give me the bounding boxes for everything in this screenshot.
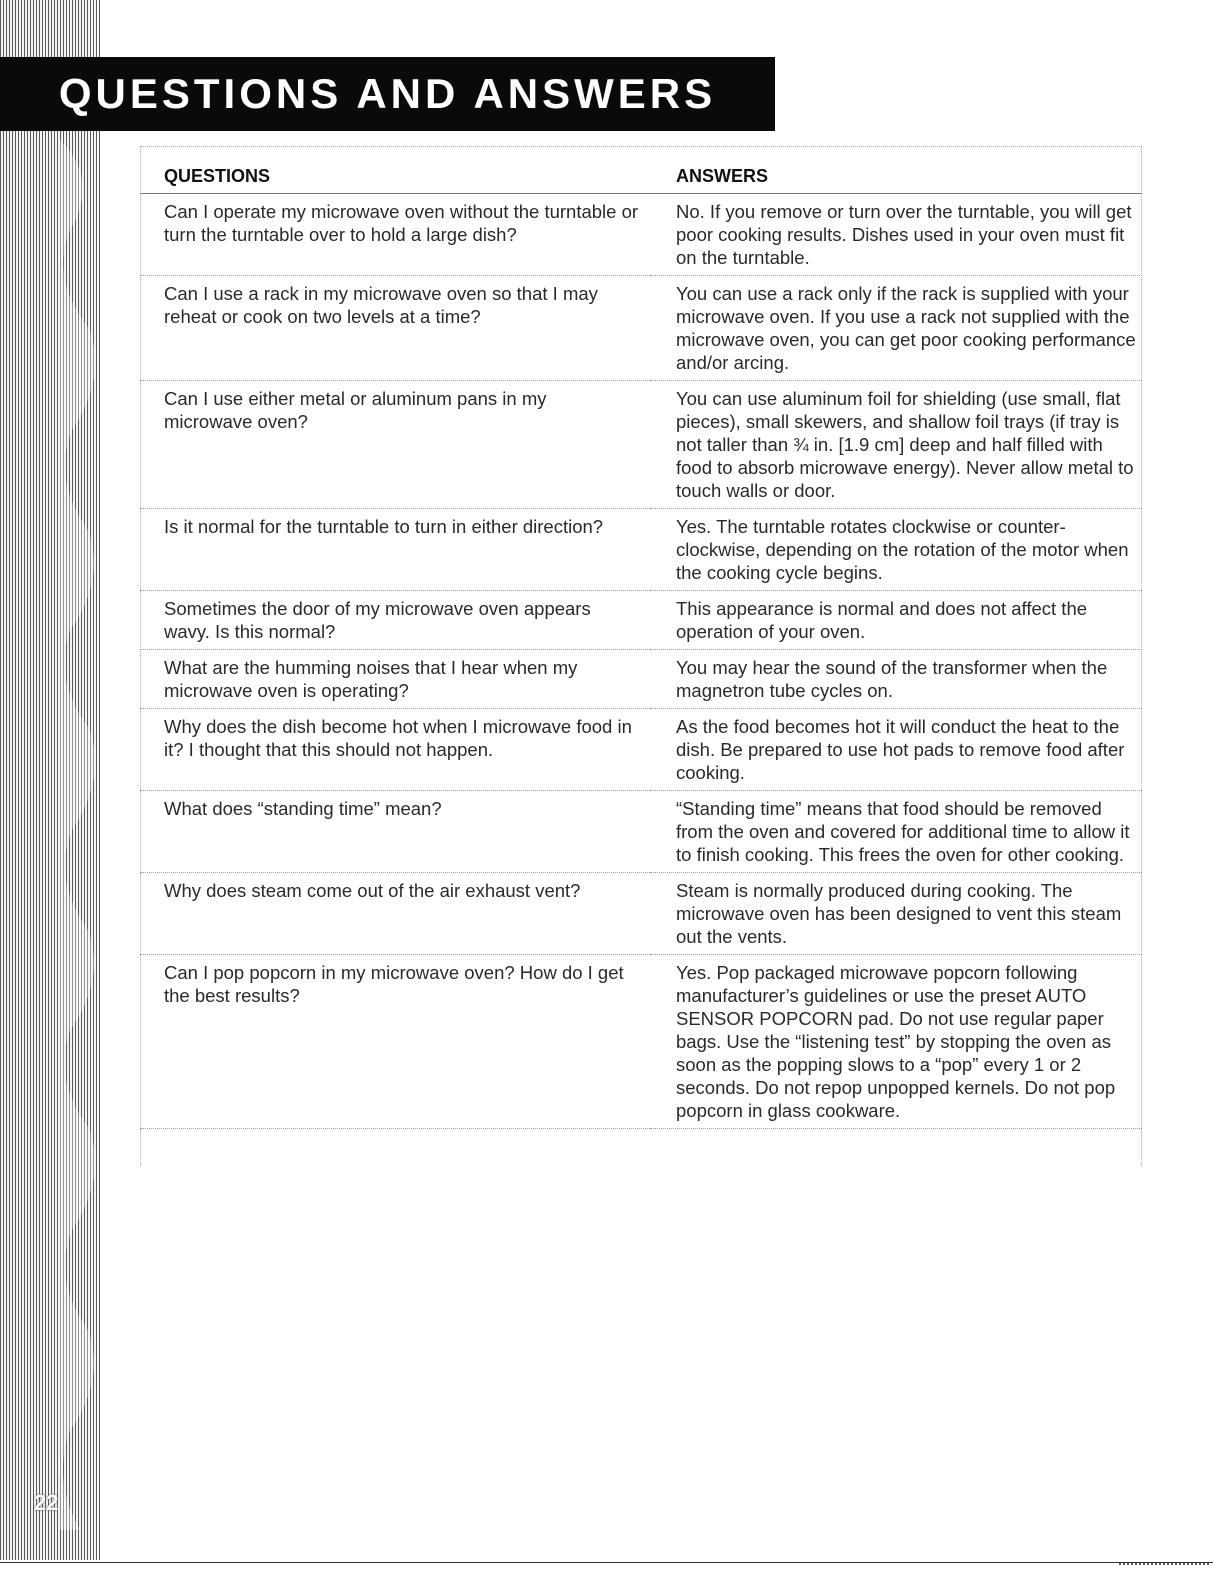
answer-cell: No. If you remove or turn over the turntable, you will get poor cooking results. Dishes used in your oven must fit on the turntable.: [650, 194, 1142, 276]
printer-mark: [1119, 1563, 1209, 1571]
decorative-wave-edge: [60, 140, 106, 1530]
table-row: [140, 791, 1142, 873]
question-cell: Can I use either metal or aluminum pans in my microwave oven?: [140, 381, 650, 509]
answer-cell: You can use aluminum foil for shielding (use small, flat pieces), small skewers, and shallow foil trays (if tray is not taller than ¾ in. [1.9 cm] deep and half filled with food to absorb microwave energy). Never allow metal to touch walls or door.: [650, 381, 1142, 509]
answer-cell: You may hear the sound of the transformer when the magnetron tube cycles on.: [650, 650, 1142, 709]
answer-cell: Steam is normally produced during cooking. The microwave oven has been designed to vent this steam out the vents.: [650, 873, 1142, 955]
page-number: 22: [34, 1490, 59, 1515]
table-row: [140, 591, 1142, 650]
table-row: [140, 276, 1142, 381]
answer-cell: You can use a rack only if the rack is supplied with your microwave oven. If you use a rack not supplied with the microwave oven, you can get poor cooking performance and/or arcing.: [650, 276, 1142, 381]
page-bottom-rule: [0, 1562, 1213, 1563]
qa-table: [140, 148, 1142, 1129]
page-title: QUESTIONS AND ANSWERS: [58, 70, 717, 117]
answer-cell: “Standing time” means that food should be removed from the oven and covered for additional time to allow it to finish cooking. This frees the oven for other cooking.: [650, 791, 1142, 873]
answer-cell: Yes. The turntable rotates clockwise or counter-clockwise, depending on the rotation of the motor when the cooking cycle begins.: [650, 509, 1142, 591]
answer-cell: As the food becomes hot it will conduct the heat to the dish. Be prepared to use hot pads to remove food after cooking.: [650, 709, 1142, 791]
question-cell: Sometimes the door of my microwave oven appears wavy. Is this normal?: [140, 591, 650, 650]
table-frame-top: [140, 146, 1142, 147]
table-row: [140, 873, 1142, 955]
questions-header: QUESTIONS: [140, 148, 650, 194]
answer-cell: Yes. Pop packaged microwave popcorn following manufacturer’s guidelines or use the preset AUTO SENSOR POPCORN pad. Do not use regular paper bags. Use the “listening test” by stopping the oven as soon as the popping slows to a “pop” every 1 or 2 seconds. Do not repop unpopped kernels. Do not pop popcorn in glass cookware.: [650, 955, 1142, 1129]
question-cell: Can I pop popcorn in my microwave oven? How do I get the best results?: [140, 955, 650, 1129]
question-cell: Can I use a rack in my microwave oven so that I may reheat or cook on two levels at a time?: [140, 276, 650, 381]
table-row: [140, 650, 1142, 709]
question-cell: Is it normal for the turntable to turn in either direction?: [140, 509, 650, 591]
table-row: [140, 955, 1142, 1129]
table-row: [140, 381, 1142, 509]
answers-header: ANSWERS: [650, 148, 1142, 194]
table-row: [140, 194, 1142, 276]
question-cell: What does “standing time” mean?: [140, 791, 650, 873]
table-row: [140, 509, 1142, 591]
question-cell: What are the humming noises that I hear when my microwave oven is operating?: [140, 650, 650, 709]
table-header-row: [140, 148, 1142, 194]
table-row: [140, 709, 1142, 791]
question-cell: Why does the dish become hot when I microwave food in it? I thought that this should not happen.: [140, 709, 650, 791]
question-cell: Why does steam come out of the air exhaust vent?: [140, 873, 650, 955]
question-cell: Can I operate my microwave oven without the turntable or turn the turntable over to hold a large dish?: [140, 194, 650, 276]
answer-cell: This appearance is normal and does not affect the operation of your oven.: [650, 591, 1142, 650]
